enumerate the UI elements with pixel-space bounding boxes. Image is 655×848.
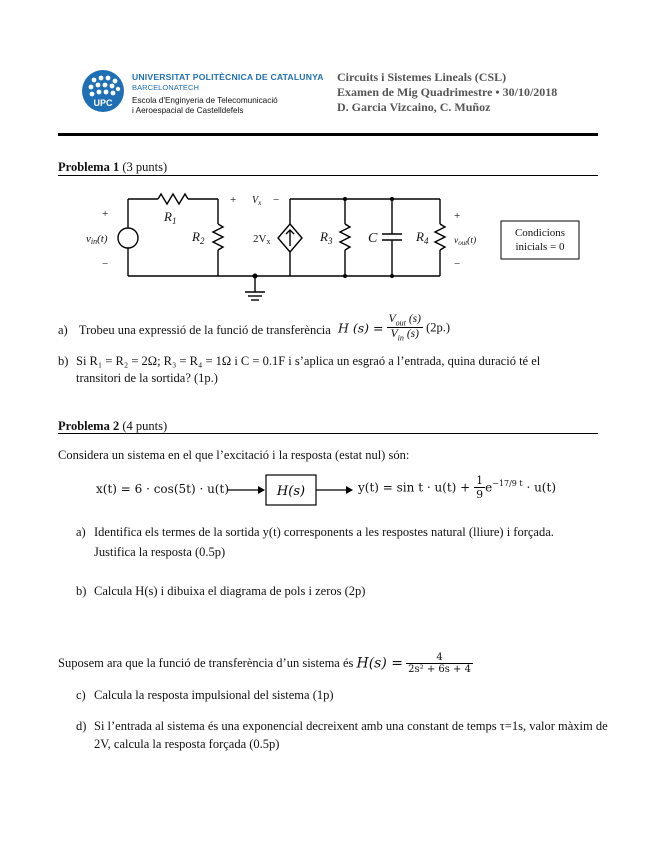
svg-text:+: + bbox=[230, 194, 237, 206]
svg-text:−: − bbox=[273, 194, 280, 206]
header-divider bbox=[58, 133, 598, 136]
svg-text:+: + bbox=[102, 208, 109, 220]
problem1-item-b: b) Si R₁ = R₂ = 2Ω; R₃ = R₄ = 1Ω i C = 0.1F i s’aplica un esgraó a l’entrada, quina duració té el transitori de la sortida? (1p.) bbox=[58, 354, 541, 385]
input-signal: x(t) = 6 · cos(5t) · u(t) bbox=[96, 482, 229, 496]
problem2-transfer-intro: Suposem ara que la funció de transferència d’un sistema és H(s) = $\frac{4}{\text{2s² + 6s + 4}}$ bbox=[58, 652, 471, 675]
problem1-title: Problema 1 (3 punts) bbox=[58, 160, 168, 174]
problem2-title: Problema 2 (4 punts) bbox=[58, 419, 168, 433]
problem2-item-a: a) Identifica els termes de la sortida y(t) corresponents a les respostes natural (lliure) i forçada. Justifica la resposta (0.5p) bbox=[76, 525, 554, 559]
exam-title: Examen de Mig Quadrimestre • 30/10/2018 bbox=[337, 85, 558, 99]
resistor-r1 bbox=[158, 194, 188, 204]
course-title: Circuits i Sistemes Lineals (CSL) bbox=[337, 70, 507, 84]
university-subtitle: BARCELONATECH bbox=[132, 83, 199, 92]
svg-text:Condicions: Condicions bbox=[514, 227, 566, 239]
school-name-line1: Escola d'Enginyeria de Telecomunicació bbox=[132, 96, 278, 105]
upc-logo bbox=[82, 70, 124, 112]
svg-text:−: − bbox=[454, 258, 461, 270]
svg-text:H(s): H(s) bbox=[276, 484, 306, 499]
problem2-item-d: d) Si l’entrada al sistema és una exponencial decreixent amb una constant de temps τ=1s, valor màxim de 2V, calcula la resposta forçada (0.5p) bbox=[76, 719, 608, 751]
svg-text:vout(t): $v_{out}(t)$ bbox=[454, 236, 477, 247]
svg-text:R1: $R_1$ bbox=[164, 209, 177, 226]
resistor-r4 bbox=[435, 224, 445, 250]
svg-text:Vx: $V_x$ bbox=[252, 195, 262, 207]
school-name-line2: i Aeroespacial de Castelldefels bbox=[132, 106, 244, 115]
svg-text:−: − bbox=[102, 258, 109, 270]
svg-text:C: C bbox=[368, 231, 378, 246]
resistor-r3 bbox=[340, 224, 350, 250]
university-name: UNIVERSITAT POLITÈCNICA DE CATALUNYA bbox=[132, 72, 324, 82]
resistor-r2 bbox=[213, 224, 223, 250]
circuit-diagram bbox=[80, 188, 600, 308]
problem2-underline bbox=[58, 433, 598, 434]
exam-authors: D. Garcia Vizcaino, C. Muñoz bbox=[337, 100, 491, 114]
svg-text:R2: $R_2$ bbox=[192, 229, 205, 246]
svg-text:+: + bbox=[454, 210, 461, 222]
svg-text:R4: $R_4$ bbox=[416, 229, 429, 246]
problem2-intro: Considera un sistema en el que l’excitació i la resposta (estat nul) són: bbox=[58, 448, 410, 462]
problem1-underline bbox=[58, 175, 598, 176]
vin-label: vin(t) bbox=[86, 233, 108, 246]
voltage-source-vin bbox=[118, 228, 138, 248]
problem1-item-a: a) Trobeu una expressió de la funció de transferència bbox=[58, 323, 331, 337]
problem2-item-c: c) Calcula la resposta impulsional del sistema (1p) bbox=[76, 688, 334, 702]
output-signal: y(t) = sin t · u(t) + $\frac{1}{9}$ $e^{-17/9 t} \cdot u(t)$ bbox=[358, 474, 556, 501]
svg-text:R3: $R_3$ bbox=[320, 229, 333, 246]
svg-text:2Vx: 2Vx bbox=[253, 233, 271, 246]
transfer-function-expression: H (s) = $\frac{V_{out} (s)}{V_{in} (s)}$ (2p.) bbox=[338, 313, 451, 343]
svg-text:UPC: UPC bbox=[93, 98, 113, 108]
svg-text:inicials = 0: inicials = 0 bbox=[515, 241, 565, 253]
system-block-diagram bbox=[228, 474, 358, 506]
problem2-item-b: b) Calcula H(s) i dibuixa el diagrama de pols i zeros (2p) bbox=[76, 584, 366, 598]
